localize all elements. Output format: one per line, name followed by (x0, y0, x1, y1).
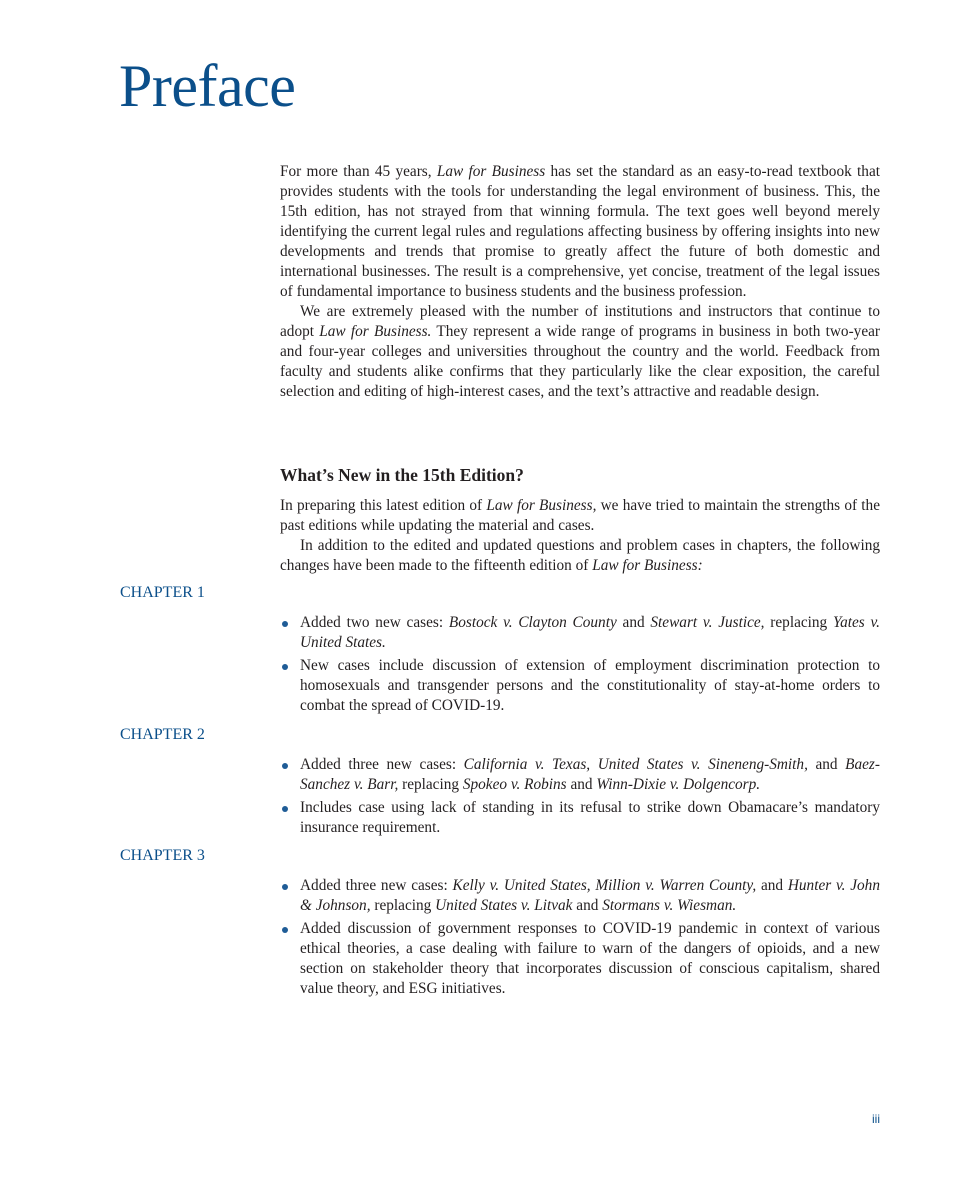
list-item (280, 656, 880, 716)
chapter-2-list (280, 755, 880, 841)
page-number: iii (872, 1112, 880, 1126)
chapter-1-label: CHAPTER 1 (120, 584, 205, 601)
bullet-text: Added two new cases: Bostock v. Clayton County and Stewart v. Justice, replacing Yates v. United States. (300, 614, 880, 651)
bullet-text: Added three new cases: California v. Texas, United States v. Sineneng-Smith, and Baez-Sanchez v. Barr, replacing Spokeo v. Robins and Winn-Dixie v. Dolgencorp. (300, 756, 880, 793)
bullet-text: Added three new cases: Kelly v. United States, Million v. Warren County, and Hunter v. John & Johnson, replacing United States v. Litvak and Stormans v. Wiesman. (300, 877, 880, 914)
chapter-3-list (280, 876, 880, 1002)
whats-new-paragraph-1: In preparing this latest edition of Law for Business, we have tried to maintain the strengths of the past editions while updating the material and cases. (280, 497, 880, 534)
intro-paragraph-2: We are extremely pleased with the number of institutions and instructors that continue to adopt Law for Business. They represent a wide range of programs in business in both two-year and four-year colleges and universities throughout the country and the world. Feedback from faculty and students alike confirms that they particularly like the clear exposition, the careful selection and editing of high-interest cases, and the text’s attractive and readable design. (280, 303, 880, 400)
bullet-icon (282, 763, 288, 769)
page-title: Preface (119, 53, 296, 119)
list-item (280, 798, 880, 838)
whats-new-section (280, 496, 880, 576)
list-item (280, 919, 880, 999)
section-heading: What’s New in the 15th Edition? (280, 465, 524, 485)
intro-section (280, 162, 880, 402)
chapter-3-label: CHAPTER 3 (120, 847, 205, 864)
bullet-icon (282, 621, 288, 627)
whats-new-paragraph-2: In addition to the edited and updated questions and problem cases in chapters, the following changes have been made to the fifteenth edition of Law for Business: (280, 537, 880, 574)
bullet-text: New cases include discussion of extension of employment discrimination protection to homosexuals and transgender persons and the constitutionality of stay-at-home orders to combat the spread of COVID-19. (300, 657, 880, 714)
list-item (280, 755, 880, 795)
bullet-icon (282, 806, 288, 812)
bullet-icon (282, 884, 288, 890)
bullet-text: Added discussion of government responses to COVID-19 pandemic in context of various ethical theories, a case dealing with failure to warn of the dangers of opioids, and a new section on stakeholder theory that incorporates discussion of conscious capitalism, shared value theory, and ESG initiatives. (300, 920, 880, 997)
chapter-2-label: CHAPTER 2 (120, 726, 205, 743)
chapter-1-list (280, 613, 880, 719)
bullet-icon (282, 664, 288, 670)
bullet-text: Includes case using lack of standing in its refusal to strike down Obamacare’s mandatory insurance requirement. (300, 799, 880, 836)
list-item (280, 613, 880, 653)
bullet-icon (282, 927, 288, 933)
list-item (280, 876, 880, 916)
intro-paragraph-1: For more than 45 years, Law for Business has set the standard as an easy-to-read textbook that provides students with the tools for understanding the legal environment of business. This, the 15th edition, has not strayed from that winning formula. The text goes well beyond merely identifying the current legal rules and regulations affecting business by offering insights into new developments and trends that promise to greatly affect the future of both domestic and international businesses. The result is a comprehensive, yet concise, treatment of the legal issues of fundamental importance to business students and the business profession. (280, 163, 880, 300)
